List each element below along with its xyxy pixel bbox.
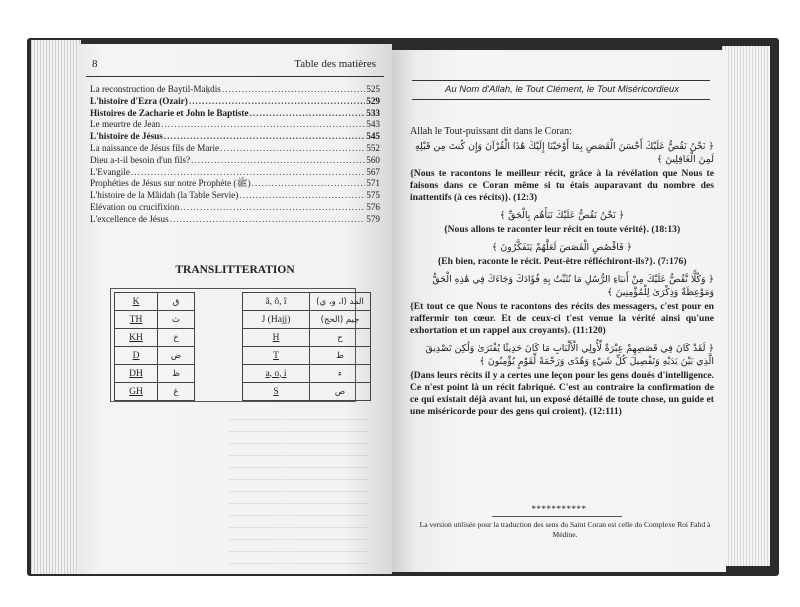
- transliteration-row: [115, 329, 195, 347]
- toc-entry-title: Histoires de Zacharie et John le Baptiste: [90, 107, 249, 118]
- transliteration-row: [115, 311, 195, 329]
- transliteration-row: [115, 293, 195, 311]
- toc-leader-dots: [164, 131, 365, 143]
- transliteration-table-right: [242, 292, 371, 401]
- arabic-letter: ص: [310, 383, 371, 401]
- toc-entry: [90, 202, 380, 214]
- toc-entry: [90, 167, 380, 179]
- page-number: 8: [92, 58, 98, 70]
- toc-leader-dots: [180, 202, 365, 214]
- transliteration-title: TRANSLITTERATION: [175, 264, 295, 276]
- bismillah-heading: Au Nom d'Allah, le Tout Clément, le Tout Miséricordieux: [445, 84, 679, 95]
- show-through-text: [228, 414, 368, 564]
- toc-leader-dots: [222, 84, 365, 96]
- footnote: La version utilisée pour la traduction des sens du Saint Coran est celle du Complexe Roi Fahd à Médine.: [419, 520, 711, 539]
- transliteration-row: [115, 365, 195, 383]
- separator-stars: ***********: [531, 504, 587, 514]
- toc-entry-title: Prophéties de Jésus sur notre Prophète (ﷺ): [90, 178, 251, 189]
- latin-letter: D: [115, 347, 158, 365]
- latin-letter: â, ô, î: [243, 293, 310, 311]
- verse-arabic: ﴿ فَاقْصُصِ الْقَصَصَ لَعَلَّهُمْ يَتَفَكَّرُونَ ﴾: [491, 242, 633, 253]
- arabic-letter: ح: [310, 329, 371, 347]
- transliteration-row: [115, 347, 195, 365]
- transliteration-row: [115, 383, 195, 401]
- toc-entry: [90, 108, 380, 120]
- toc-entry-title: L'histoire de Jésus: [90, 131, 163, 142]
- verse-arabic: ﴿ نَحْنُ نَقُصُّ عَلَيْكَ نَبَأَهُم بِالْحَقِّ ﴾: [499, 210, 625, 221]
- toc-entry-page: 529: [366, 95, 380, 106]
- right-page: [392, 50, 726, 572]
- toc-leader-dots: [252, 178, 366, 190]
- arabic-letter: المد (ا، و، ي): [310, 293, 371, 311]
- latin-letter: DH: [115, 365, 158, 383]
- toc-leader-dots: [131, 167, 365, 179]
- toc-leader-dots: [161, 119, 365, 131]
- arabic-letter: ء: [310, 365, 371, 383]
- latin-letter: S: [243, 383, 310, 401]
- transliteration-row: [243, 329, 371, 347]
- toc-entry: [90, 119, 380, 131]
- toc-entry: [90, 96, 380, 108]
- toc-entry-title: La naissance de Jésus fils de Marie: [90, 142, 220, 153]
- toc-entry-page: 567: [366, 166, 380, 177]
- toc-entry: [90, 190, 380, 202]
- arabic-letter: خ: [158, 329, 195, 347]
- toc-leader-dots: [250, 108, 366, 120]
- latin-letter: KH: [115, 329, 158, 347]
- toc-entry: [90, 155, 380, 167]
- toc-entry-page: 575: [366, 190, 380, 201]
- arabic-letter: ق: [158, 293, 195, 311]
- verse-translation: {Et tout ce que Nous te racontons des récits des messagers, c'est pour en raffermir ton cœur. Et de ceux-ci t'est venue la vérité ainsi qu'une exhortation et un rappel aux croyants}. (11:120): [410, 301, 714, 336]
- toc-entry-page: 543: [366, 119, 380, 130]
- toc-entry: [90, 143, 380, 155]
- toc-entry-page: 571: [366, 178, 380, 189]
- footnote-rule: [492, 516, 622, 517]
- verse-arabic: ﴿ نَحْنُ نَقُصُّ عَلَيْكَ أَحْسَنَ الْقَصَصِ بِمَا أَوْحَيْنَا إِلَيْكَ هَٰذَا الْقُرْآنَ وَإِن كُنتَ مِن قَبْلِهِ لَمِنَ الْغَافِلِينَ ﴾: [415, 141, 714, 165]
- toc-entry-page: 579: [366, 213, 380, 224]
- toc-leader-dots: [189, 96, 365, 108]
- toc-entry-page: 576: [366, 201, 380, 212]
- arabic-letter: غ: [158, 383, 195, 401]
- toc-entry-page: 560: [366, 154, 380, 165]
- bismillah-rule: [412, 99, 710, 100]
- page-edges-right: [722, 46, 770, 566]
- arabic-letter: ظ: [158, 365, 195, 383]
- arabic-letter: جيم (الحج): [310, 311, 371, 329]
- transliteration-row: [243, 383, 371, 401]
- toc-entry-page: 545: [366, 131, 380, 142]
- toc-entry: [90, 84, 380, 96]
- verse-translation: {Eh bien, raconte le récit. Peut-être réfléchiront-ils?}. (7:176): [437, 256, 687, 267]
- toc-entry-page: 525: [366, 84, 380, 94]
- latin-letter: TH: [115, 311, 158, 329]
- toc-leader-dots: [170, 214, 366, 226]
- verse-arabic: ﴿ وَكُلًّا نَّقُصُّ عَلَيْكَ مِنْ أَنبَاءِ الرُّسُلِ مَا نُثَبِّتُ بِهِ فُؤَادَكَ وَجَاءَكَ فِي هَٰذِهِ الْحَقُّ وَمَوْعِظَةٌ وَذِكْرَىٰ لِلْمُؤْمِنِينَ ﴾: [432, 274, 714, 298]
- toc-entry-title: Elévation ou crucifixion: [90, 201, 180, 212]
- toc-entry-title: L'histoire d'Ezra (Ozair): [90, 95, 188, 106]
- toc-entry: [90, 131, 380, 143]
- toc-leader-dots: [191, 155, 365, 167]
- toc-entry-title: L'Evangile: [90, 166, 130, 177]
- running-header-title: Table des matières: [294, 58, 376, 70]
- toc-entry-title: L'excellence de Jésus: [90, 213, 169, 224]
- toc-entry: [90, 214, 380, 226]
- toc-entry-page: 533: [366, 107, 380, 118]
- verse-translation: {Dans leurs récits il y a certes une leçon pour les gens doués d'intelligence. Ce n'est point là un récit fabriqué. C'est au contraire la confirmation de ce qui existait déjà avant lui, un exposé détaillé de toute chose, un guide et une miséricorde pour des gens qui croient}. (12:111): [410, 370, 714, 417]
- intro-line: Allah le Tout-puissant dit dans le Coran:: [410, 126, 572, 137]
- verse-arabic: ﴿ لَقَدْ كَانَ فِي قَصَصِهِمْ عِبْرَةٌ لِّأُولِي الْأَلْبَابِ مَا كَانَ حَدِيثًا يُفْتَرَىٰ وَلَٰكِن تَصْدِيقَ الَّذِي بَيْنَ يَدَيْهِ وَتَفْصِيلَ كُلِّ شَيْءٍ وَهُدًى وَرَحْمَةً لِّقَوْمٍ يُؤْمِنُونَ ﴾: [425, 343, 714, 367]
- quran-verses: [410, 126, 714, 423]
- toc-entry-page: 552: [366, 142, 380, 153]
- transliteration-table-left: [114, 292, 195, 401]
- latin-letter: J (Hajj): [243, 311, 310, 329]
- toc-leader-dots: [239, 190, 365, 202]
- arabic-letter: ث: [158, 311, 195, 329]
- toc-entry: [90, 178, 380, 190]
- transliteration-row: [243, 311, 371, 329]
- left-page: [78, 44, 392, 574]
- header-rule: [86, 76, 384, 77]
- toc-entry-title: Dieu a-t-il besoin d'un fils?: [90, 154, 191, 165]
- verse-translation: {Nous allons te raconter leur récit en toute vérité}. (18:13): [443, 224, 681, 235]
- latin-letter: H: [243, 329, 310, 347]
- verse-translation: {Nous te racontons le meilleur récit, grâce à la révélation que Nous te faisons dans ce Coran même si tu étais auparavant du nombre des inattentifs (à ces récits)}. (12:3): [410, 168, 714, 203]
- latin-letter: K: [115, 293, 158, 311]
- toc-entry-title: Le meurtre de Jean: [90, 119, 161, 130]
- top-rule: [412, 80, 710, 81]
- toc-entry-title: L'histoire de la Mâidah (la Table Servie): [90, 190, 239, 201]
- transliteration-row: [243, 365, 371, 383]
- latin-letter: GH: [115, 383, 158, 401]
- table-of-contents: [90, 84, 380, 226]
- latin-letter: T: [243, 347, 310, 365]
- transliteration-row: [243, 293, 371, 311]
- page-edges-left: [31, 40, 81, 574]
- arabic-letter: ض: [158, 347, 195, 365]
- toc-entry-title: La reconstruction de Baytil-Maķdis: [90, 84, 221, 94]
- latin-letter: a, o, i: [243, 365, 310, 383]
- toc-leader-dots: [220, 143, 365, 155]
- arabic-letter: ط: [310, 347, 371, 365]
- transliteration-row: [243, 347, 371, 365]
